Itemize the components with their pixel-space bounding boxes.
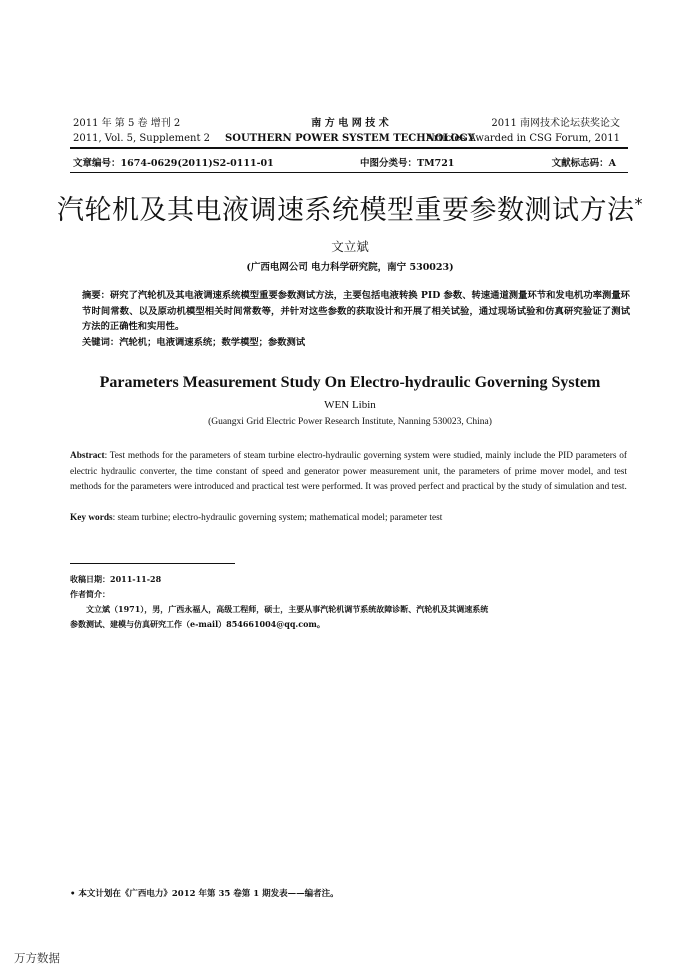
footnote-rule xyxy=(70,563,235,564)
clc-number: 中图分类号：TM721 xyxy=(360,158,455,169)
author-intro: 文立斌（1971），男，广西永福人，高级工程师，硕士，主要从事汽轮机调节系统故障诊断、汽轮机及其调速系统参数测试、建模与仿真研究工作（e-mail）854661004@qq.com。 xyxy=(70,604,489,629)
abstract-en-text: : Test methods for the parameters of steam turbine electro-hydraulic governing system were studied, mainly include the PID parameters of electric hydraulic converter, the time constant of speed and generator power measurement unit, the parameters of prime mover model, and test methods for the parameters were introduced and practical test were performed. It was proved perfect and practical by the study of simulation and test. xyxy=(70,451,627,492)
wanfang-watermark: 万方数据 xyxy=(14,951,60,965)
journal-name-en: SOUTHERN POWER SYSTEM TECHNOLOGY xyxy=(225,133,475,144)
abstract-cn-text: 研究了汽轮机及其电液调速系统模型重要参数测试方法，主要包括电液转换 PID 参数、转速通道测量环节和发电机功率测量环节时间常数、以及原动机模型相关时间常数等，并针对这些参数的获取设计和开展了相关试验，通过现场试验和仿真研究验证了测试方法的正确性和实用性。 xyxy=(82,290,630,332)
award-note-cn: 2011 南网技术论坛获奖论文 xyxy=(491,118,620,129)
award-note-en: Articles Awarded in CSG Forum, 2011 xyxy=(426,133,620,144)
author-en: WEN Libin xyxy=(324,399,376,411)
keywords-cn-text: 汽轮机；电液调速系统；数学模型；参数测试 xyxy=(119,337,306,348)
journal-issue-cn: 2011 年 第 5 卷 增刊 2 xyxy=(73,118,181,129)
keywords-cn-label: 关键词： xyxy=(82,337,120,348)
publication-note: • 本文计划在《广西电力》2012 年第 35 卷第 1 期发表——编者注。 xyxy=(70,889,339,899)
title-footnote-mark: * xyxy=(634,194,643,213)
abstract-en-label: Abstract xyxy=(70,451,105,461)
author-intro-label: 作者简介： xyxy=(70,589,110,599)
title-cn xyxy=(0,188,700,227)
abstract-cn-label: 摘要： xyxy=(82,290,110,301)
title-en: Parameters Measurement Study On Electro-hydraulic Governing System xyxy=(99,374,601,391)
title-cn-text: 汽轮机及其电液调速系统模型重要参数测试方法 xyxy=(57,195,635,226)
abstract-cn xyxy=(82,288,630,335)
keywords-cn xyxy=(82,335,630,351)
affiliation-en: (Guangxi Grid Electric Power Research Institute, Nanning 530023, China) xyxy=(208,417,492,427)
meta-rule xyxy=(70,172,628,173)
article-number: 文章编号：1674-0629(2011)S2-0111-01 xyxy=(73,158,274,169)
author-cn: 文立斌 xyxy=(331,239,369,254)
keywords-en-label: Key words xyxy=(70,513,113,523)
header-rule xyxy=(70,147,628,149)
journal-issue-en: 2011, Vol. 5, Supplement 2 xyxy=(73,133,211,144)
journal-name-cn: 南 方 电 网 技 术 xyxy=(311,118,389,129)
document-code: 文献标志码：A xyxy=(551,158,616,169)
affiliation-cn: (广西电网公司 电力科学研究院，南宁 530023) xyxy=(246,262,454,273)
abstract-en xyxy=(70,449,627,496)
keywords-en xyxy=(70,511,627,527)
keywords-en-text: : steam turbine; electro-hydraulic governing system; mathematical model; parameter test xyxy=(112,513,443,523)
received-date: 收稿日期：2011-11-28 xyxy=(70,574,162,584)
